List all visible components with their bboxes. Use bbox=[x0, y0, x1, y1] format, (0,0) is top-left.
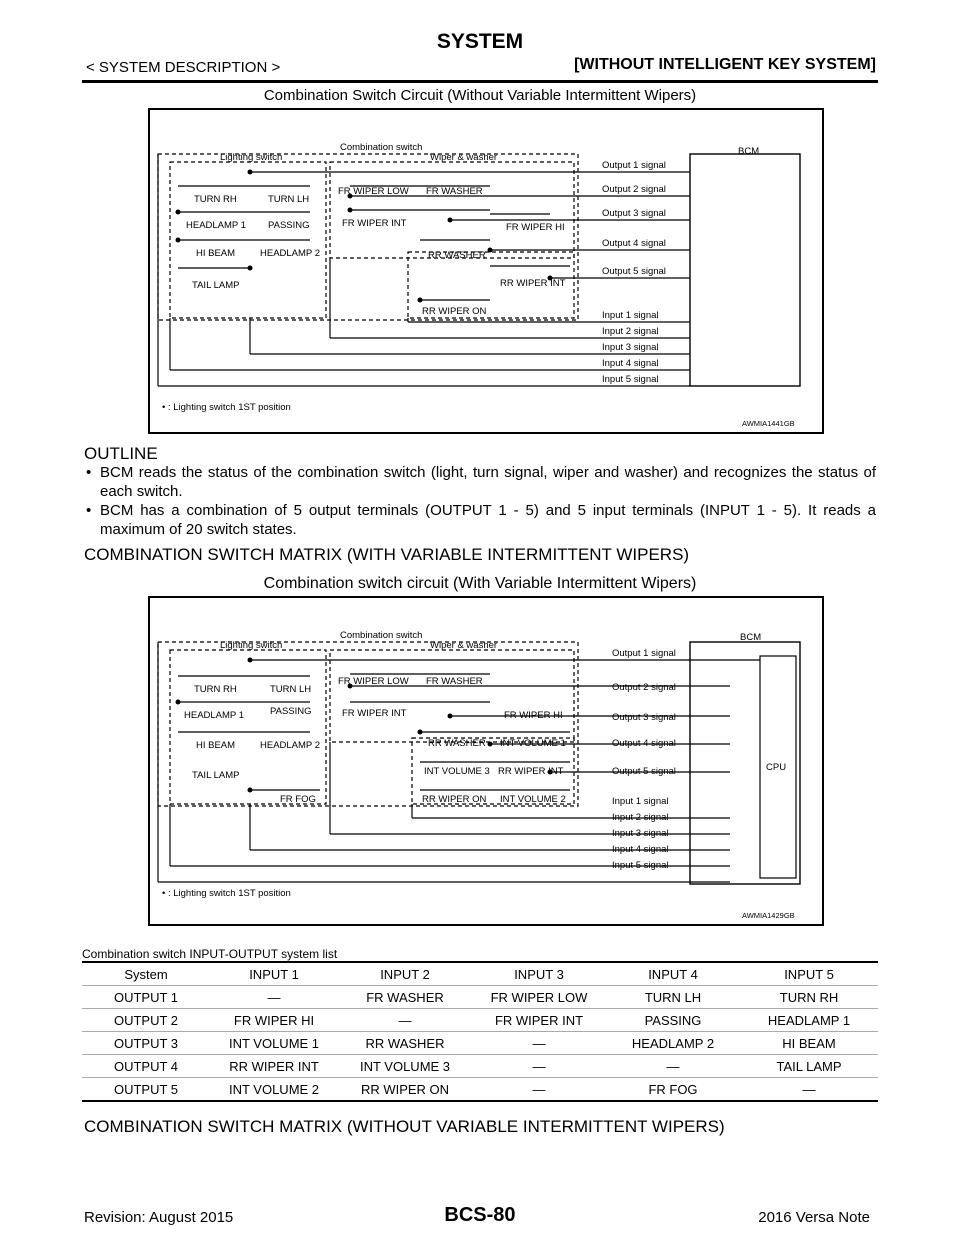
page-title: SYSTEM bbox=[436, 30, 524, 53]
table-cell: RR WASHER bbox=[338, 1032, 472, 1055]
fig2-footnote: • : Lighting switch 1ST position bbox=[162, 888, 291, 899]
table-cell: OUTPUT 5 bbox=[82, 1078, 210, 1102]
fig2-switch: FR WIPER INT bbox=[342, 708, 407, 719]
table-cell: OUTPUT 2 bbox=[82, 1009, 210, 1032]
outline-bullet: • BCM reads the status of the combination switch (light, turn signal, wiper and washer) and recognizes the status of each switch. bbox=[84, 463, 876, 501]
fig2-signal: Input 5 signal bbox=[612, 860, 669, 871]
table-cell: — bbox=[472, 1078, 606, 1102]
fig2-switch: RR WIPER INT bbox=[498, 766, 564, 777]
outline-bullet: • BCM has a combination of 5 output terminals (OUTPUT 1 - 5) and 5 input terminals (INPUT 1 - 5). It reads a maximum of 20 switch states. bbox=[84, 501, 876, 539]
table-cell: PASSING bbox=[606, 1009, 740, 1032]
table-header: INPUT 5 bbox=[740, 962, 878, 986]
fig2-switch: TURN LH bbox=[270, 684, 312, 695]
table-header: INPUT 4 bbox=[606, 962, 740, 986]
table-cell: RR WIPER INT bbox=[210, 1055, 338, 1078]
fig2-signal: Input 2 signal bbox=[612, 812, 669, 823]
page-qualifier: [WITHOUT INTELLIGENT KEY SYSTEM] bbox=[574, 56, 876, 73]
fig1-switch: TURN RH bbox=[194, 194, 237, 205]
table-cell: HI BEAM bbox=[740, 1032, 878, 1055]
table-cell: FR WIPER HI bbox=[210, 1009, 338, 1032]
figure2-caption: Combination switch circuit (With Variable Intermittent Wipers) bbox=[263, 575, 697, 592]
table-header: INPUT 1 bbox=[210, 962, 338, 986]
table-cell: INT VOLUME 1 bbox=[210, 1032, 338, 1055]
breadcrumb: < SYSTEM DESCRIPTION > bbox=[86, 59, 281, 76]
fig1-switch: PASSING bbox=[268, 220, 310, 231]
outline-bullets bbox=[84, 463, 876, 539]
table-cell: FR WIPER INT bbox=[472, 1009, 606, 1032]
bcm-box bbox=[690, 154, 800, 386]
fig2-switch: RR WASHER bbox=[428, 738, 486, 749]
fig1-signal: Input 2 signal bbox=[602, 326, 659, 337]
fig1-switch: FR WIPER INT bbox=[342, 218, 407, 229]
fig2-switch: TAIL LAMP bbox=[192, 770, 240, 781]
fig1-switch: RR WIPER ON bbox=[422, 306, 487, 317]
fig1-switch: RR WASHER bbox=[428, 250, 486, 261]
table-cell: TURN LH bbox=[606, 986, 740, 1009]
fig2-code: AWMIA1429GB bbox=[742, 911, 795, 920]
page-number: BCS-80 bbox=[444, 1204, 516, 1226]
table-header-row bbox=[82, 962, 878, 986]
table-cell: INT VOLUME 3 bbox=[338, 1055, 472, 1078]
fig2-signal: Output 1 signal bbox=[612, 648, 676, 659]
table-cell: HEADLAMP 2 bbox=[606, 1032, 740, 1055]
fig2-switch: FR WIPER HI bbox=[504, 710, 563, 721]
fig1-switch: TURN LH bbox=[268, 194, 310, 205]
fig2-label-combination-switch: Combination switch bbox=[340, 630, 423, 641]
table-row bbox=[82, 986, 878, 1009]
fig2-signal: Input 1 signal bbox=[612, 796, 669, 807]
table-cell: TURN RH bbox=[740, 986, 878, 1009]
fig1-signal: Input 3 signal bbox=[602, 342, 659, 353]
fig2-switch: INT VOLUME 2 bbox=[500, 794, 566, 805]
table-cell: — bbox=[472, 1055, 606, 1078]
fig1-switch: FR WIPER LOW bbox=[338, 186, 409, 197]
fig1-footnote: • : Lighting switch 1ST position bbox=[162, 402, 291, 413]
table-cell: FR FOG bbox=[606, 1078, 740, 1102]
fig1-signal: Input 5 signal bbox=[602, 374, 659, 385]
fig2-switch: HEADLAMP 1 bbox=[184, 710, 245, 721]
table-cell: — bbox=[338, 1009, 472, 1032]
fig1-signal: Input 4 signal bbox=[602, 358, 659, 369]
outline-heading: OUTLINE bbox=[84, 444, 158, 463]
fig1-signal: Output 2 signal bbox=[602, 184, 666, 195]
fig1-code: AWMIA1441GB bbox=[742, 419, 795, 428]
fig1-switch: HI BEAM bbox=[196, 248, 236, 259]
model-year: 2016 Versa Note bbox=[758, 1209, 870, 1226]
fig2-signal: Input 3 signal bbox=[612, 828, 669, 839]
fig2-signal: Output 4 signal bbox=[612, 738, 676, 749]
figure1-circuit-diagram bbox=[148, 108, 824, 434]
fig1-signal: Output 3 signal bbox=[602, 208, 666, 219]
fig1-switch: TAIL LAMP bbox=[192, 280, 240, 291]
table-row bbox=[82, 1009, 878, 1032]
fig1-switch: FR WASHER bbox=[426, 186, 483, 197]
fig2-switch: FR WASHER bbox=[426, 676, 483, 687]
table-cell: TAIL LAMP bbox=[740, 1055, 878, 1078]
fig1-label-combination-switch: Combination switch bbox=[340, 142, 423, 153]
combination-switch-box bbox=[158, 154, 578, 320]
fig1-switch: FR WIPER HI bbox=[506, 222, 565, 233]
fig2-switch: RR WIPER ON bbox=[422, 794, 487, 805]
fig2-label-bcm: BCM bbox=[740, 632, 762, 643]
fig2-switch: INT VOLUME 1 bbox=[500, 738, 566, 749]
header-rule bbox=[82, 80, 878, 83]
fig2-switch: FR WIPER LOW bbox=[338, 676, 409, 687]
fig2-label-cpu: CPU bbox=[766, 762, 787, 773]
matrix-without-heading: COMBINATION SWITCH MATRIX (WITHOUT VARIABLE INTERMITTENT WIPERS) bbox=[84, 1117, 725, 1136]
fig2-signal: Output 3 signal bbox=[612, 712, 676, 723]
table-cell: OUTPUT 4 bbox=[82, 1055, 210, 1078]
table-cell: OUTPUT 3 bbox=[82, 1032, 210, 1055]
fig1-signal: Output 1 signal bbox=[602, 160, 666, 171]
combination-switch-box bbox=[158, 642, 578, 806]
table-header: System bbox=[82, 962, 210, 986]
io-system-table bbox=[82, 961, 878, 1102]
fig2-signal: Output 2 signal bbox=[612, 682, 676, 693]
wiper-washer-box bbox=[330, 650, 574, 742]
figure2-svg bbox=[150, 598, 822, 924]
fig1-signal: Output 4 signal bbox=[602, 238, 666, 249]
fig2-signal: Output 5 signal bbox=[612, 766, 676, 777]
fig1-switch: RR WIPER INT bbox=[500, 278, 566, 289]
fig2-switch: HEADLAMP 2 bbox=[260, 740, 321, 751]
fig1-signal: Output 5 signal bbox=[602, 266, 666, 277]
table-header: INPUT 2 bbox=[338, 962, 472, 986]
table-cell: HEADLAMP 1 bbox=[740, 1009, 878, 1032]
fig1-label-bcm: BCM bbox=[738, 146, 760, 157]
fig2-switch: FR FOG bbox=[280, 794, 316, 805]
fig2-switch: INT VOLUME 3 bbox=[424, 766, 490, 777]
fig1-label-lighting-switch: Lighting switch bbox=[220, 152, 283, 163]
table-caption: Combination switch INPUT-OUTPUT system list bbox=[82, 947, 338, 961]
table-header: INPUT 3 bbox=[472, 962, 606, 986]
table-cell: FR WIPER LOW bbox=[472, 986, 606, 1009]
table-cell: INT VOLUME 2 bbox=[210, 1078, 338, 1102]
table-row bbox=[82, 1055, 878, 1078]
fig1-label-wiper-washer: Wiper & washer bbox=[430, 152, 498, 163]
table-cell: — bbox=[740, 1078, 878, 1102]
table-cell: — bbox=[606, 1055, 740, 1078]
fig2-label-wiper-washer: Wiper & washer bbox=[430, 640, 498, 651]
matrix-with-heading: COMBINATION SWITCH MATRIX (WITH VARIABLE INTERMITTENT WIPERS) bbox=[84, 545, 690, 564]
fig1-switch: HEADLAMP 2 bbox=[260, 248, 321, 259]
fig2-switch: HI BEAM bbox=[196, 740, 236, 751]
table-cell: — bbox=[210, 986, 338, 1009]
fig1-switch: HEADLAMP 1 bbox=[186, 220, 247, 231]
table-row bbox=[82, 1078, 878, 1102]
figure1-svg bbox=[150, 110, 822, 432]
fig2-signal: Input 4 signal bbox=[612, 844, 669, 855]
figure2-circuit-diagram bbox=[148, 596, 824, 926]
fig2-switch: PASSING bbox=[270, 706, 312, 717]
table-cell: FR WASHER bbox=[338, 986, 472, 1009]
fig2-switch: TURN RH bbox=[194, 684, 237, 695]
table-cell: OUTPUT 1 bbox=[82, 986, 210, 1009]
table-cell: RR WIPER ON bbox=[338, 1078, 472, 1102]
figure1-caption: Combination Switch Circuit (Without Variable Intermittent Wipers) bbox=[263, 87, 697, 104]
revision-text: Revision: August 2015 bbox=[84, 1209, 234, 1226]
table-cell: — bbox=[472, 1032, 606, 1055]
fig1-signal: Input 1 signal bbox=[602, 310, 659, 321]
fig2-label-lighting-switch: Lighting switch bbox=[220, 640, 283, 651]
table-row bbox=[82, 1032, 878, 1055]
